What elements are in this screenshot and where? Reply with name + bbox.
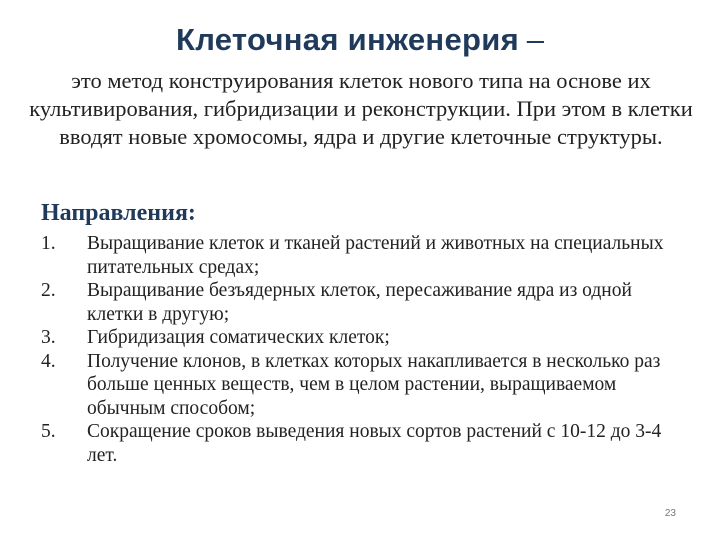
list-item-number: 2. xyxy=(41,280,56,301)
list-item-number: 3. xyxy=(41,327,56,348)
definition-text: это метод конструирования клеток нового типа на основе их культивирования, гибридизации и реконструкции. При этом в клетки вводят новые хромосомы, ядра и другие клеточные структуры. xyxy=(29,68,693,149)
directions-list xyxy=(41,232,681,467)
list-item-text: Выращивание клеток и тканей растений и животных на специальных питательных средах; xyxy=(87,233,664,278)
slide-title xyxy=(0,20,720,60)
title-main: Клеточная инженерия xyxy=(176,22,519,57)
page-number: 23 xyxy=(664,508,676,519)
list-item xyxy=(41,232,681,279)
list-item-text: Сокращение сроков выведения новых сортов растений с 10-12 до 3-4 лет. xyxy=(87,421,662,466)
list-item-number: 1. xyxy=(41,233,56,254)
list-item xyxy=(41,279,681,326)
list-item xyxy=(41,326,681,350)
list-item-text: Гибридизация соматических клеток; xyxy=(87,327,390,348)
title-dash: – xyxy=(526,22,544,57)
list-item-text: Выращивание безъядерных клеток, пересаживание ядра из одной клетки в другую; xyxy=(87,280,632,325)
list-item-number: 4. xyxy=(41,350,56,372)
list-item-number: 5. xyxy=(41,421,56,442)
list-item xyxy=(41,420,681,467)
list-item xyxy=(41,350,681,421)
list-item-text: Получение клонов, в клетках которых накапливается в несколько раз больше ценных веществ, чем в целом растении, выращиваемом обычным способом; xyxy=(87,350,661,419)
directions-heading: Направления: xyxy=(41,200,196,226)
